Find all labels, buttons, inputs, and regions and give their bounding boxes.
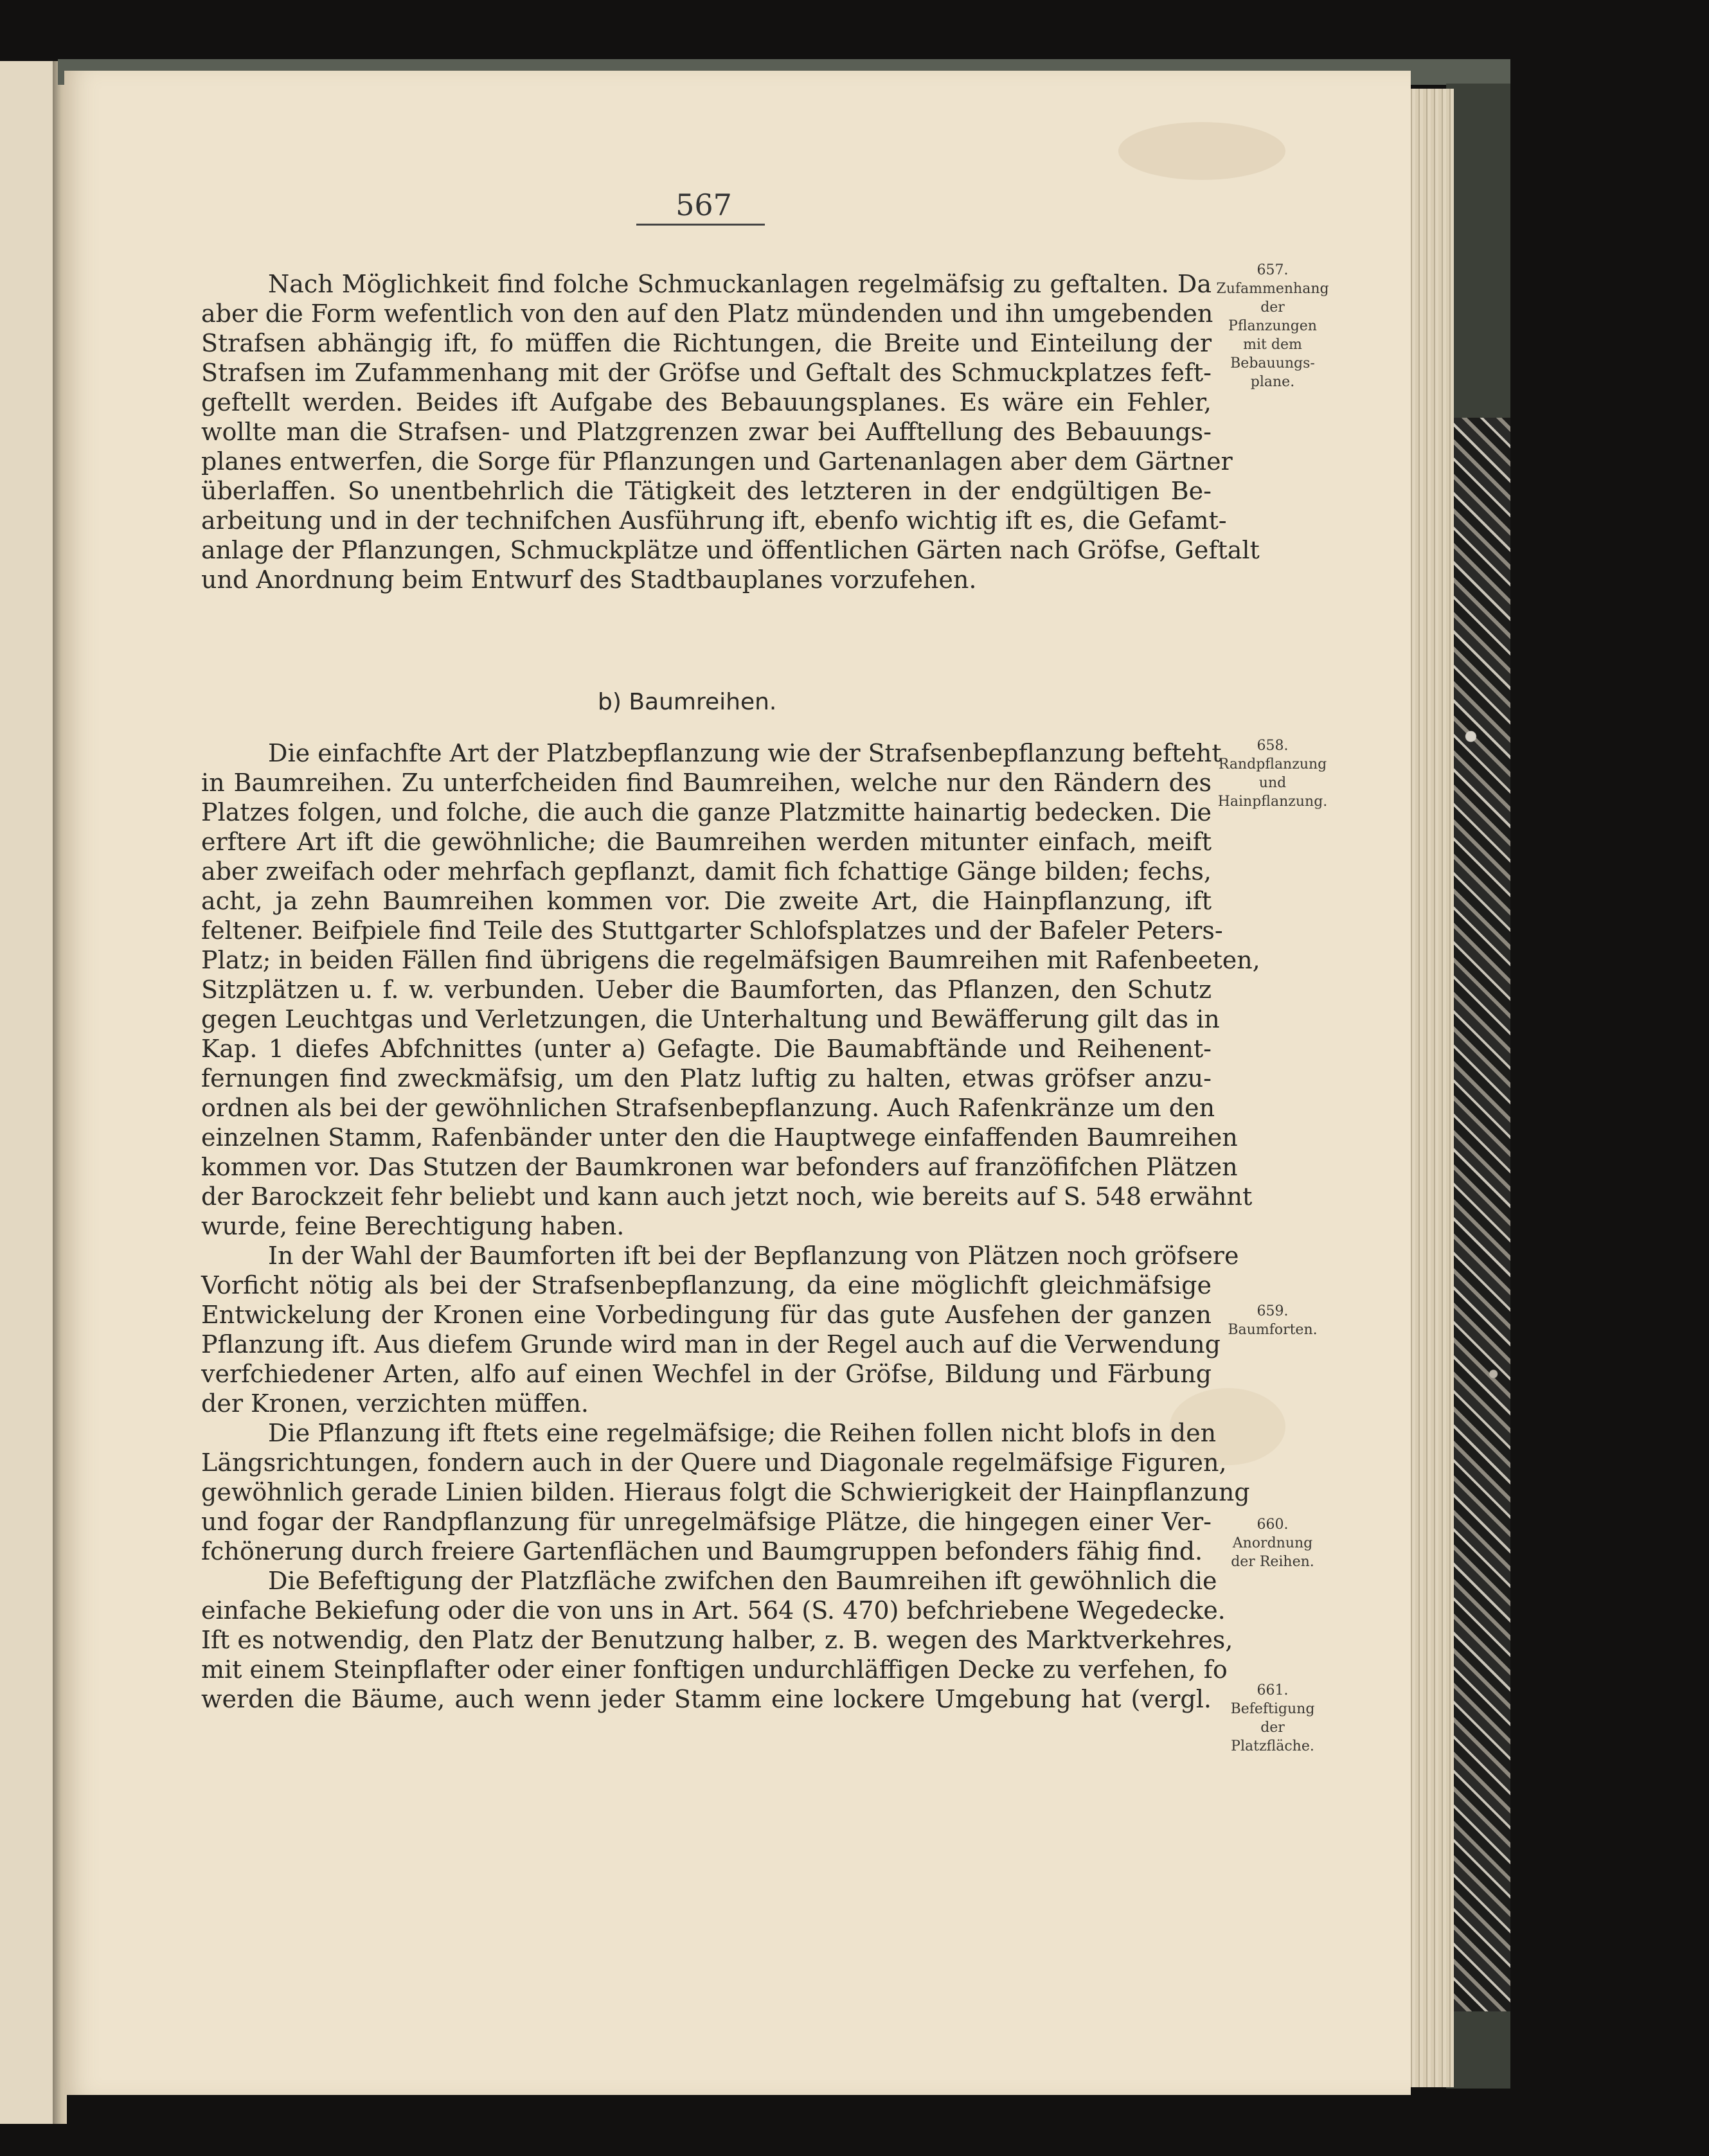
text-line: Platzes folgen, und folche, die auch die ganze Platzmitte hainartig bedecken. Die — [201, 798, 1212, 826]
marginal-line: der — [1260, 1720, 1285, 1736]
marginal-line: und — [1258, 775, 1287, 791]
text-line: anlage der Pflanzungen, Schmuckplätze und öffentlichen Gärten nach Gröfse, Geftalt — [201, 536, 1260, 564]
text-line: aber die Form wefentlich von den auf den Platz mündenden und ihn umgebenden — [201, 299, 1213, 328]
marginal-line: Randpflanzung — [1218, 756, 1327, 772]
text-line: werden die Bäume, auch wenn jeder Stamm eine lockere Umgebung hat (vergl. — [201, 1685, 1212, 1713]
page-number: 567 — [676, 188, 732, 222]
text-line: erftere Art ift die gewöhnliche; die Baumreihen werden mitunter einfach, meift — [201, 828, 1212, 856]
marginal-note-658 — [1205, 736, 1340, 811]
marginal-line: Befeftigung — [1230, 1701, 1315, 1717]
marginal-line: 660. — [1257, 1517, 1289, 1533]
marginal-line: 661. — [1257, 1682, 1289, 1698]
text-line: Die einfachfte Art der Platzbepflanzung wie der Strafsenbepflanzung befteht — [268, 739, 1222, 767]
text-line: in Baumreihen. Zu unterfcheiden find Baumreihen, welche nur den Rändern des — [201, 769, 1212, 797]
text-line: Strafsen im Zufammenhang mit der Gröfse und Geftalt des Schmuckplatzes feft- — [201, 359, 1212, 387]
text-line: überlaffen. So unentbehrlich die Tätigkeit des letzteren in der endgültigen Be- — [201, 477, 1212, 505]
text-line: der Barockzeit fehr beliebt und kann auch jetzt noch, wie bereits auf S. 548 erwähnt — [201, 1182, 1253, 1211]
marginal-note-657 — [1205, 261, 1340, 391]
marginal-note-660 — [1205, 1515, 1340, 1571]
text-line: Sitzplätzen u. f. w. verbunden. Ueber die Baumforten, das Pflanzen, den Schutz — [201, 976, 1212, 1004]
text-line: In der Wahl der Baumforten ift bei der Bepflanzung von Plätzen noch gröfsere — [268, 1242, 1239, 1270]
marginal-note-661 — [1205, 1681, 1340, 1756]
marginal-line: Bebauungs- — [1230, 355, 1315, 371]
text-line: Längsrichtungen, fondern auch in der Quere und Diagonale regelmäfsige Figuren, — [201, 1448, 1227, 1477]
text-line: gewöhnlich gerade Linien bilden. Hieraus folgt die Schwierigkeit der Hainpflanzung — [201, 1478, 1250, 1506]
left-page-edge — [0, 61, 60, 2124]
marginal-note-659 — [1205, 1302, 1340, 1339]
marginal-line: Anordnung — [1232, 1535, 1313, 1551]
text-line: und Anordnung beim Entwurf des Stadtbauplanes vorzufehen. — [201, 566, 977, 594]
text-line: gegen Leuchtgas und Verletzungen, die Unterhaltung und Bewäfferung gilt das in — [201, 1005, 1220, 1033]
text-line: geftellt werden. Beides ift Aufgabe des Bebauungsplanes. Es wäre ein Fehler, — [201, 388, 1212, 416]
text-line: kommen vor. Das Stutzen der Baumkronen war befonders auf franzöfifchen Plätzen — [201, 1153, 1238, 1181]
text-line: einzelnen Stamm, Rafenbänder unter den die Hauptwege einfaffenden Baumreihen — [201, 1123, 1238, 1152]
marginal-line: 657. — [1257, 262, 1289, 278]
text-line: wollte man die Strafsen- und Platzgrenzen zwar bei Aufftellung des Bebauungs- — [201, 418, 1212, 446]
text-line: arbeitung und in der technifchen Ausführung ift, ebenfo wichtig ift es, die Gefamt- — [201, 506, 1227, 535]
text-line: Nach Möglichkeit find folche Schmuckanlagen regelmäfsig zu geftalten. Da — [268, 270, 1212, 298]
text-line: feltener. Beifpiele find Teile des Stuttgarter Schlofsplatzes und der Bafeler Peters- — [201, 916, 1223, 945]
text-line: Platz; in beiden Fällen find übrigens die regelmäfsigen Baumreihen mit Rafenbeeten, — [201, 946, 1260, 974]
page-number-rule — [636, 224, 765, 226]
text-line: ordnen als bei der gewöhnlichen Strafsenbepflanzung. Auch Rafenkränze um den — [201, 1094, 1215, 1122]
marginal-line: der — [1260, 299, 1285, 316]
text-line: verfchiedener Arten, alfo auf einen Wechfel in der Gröfse, Bildung und Färbung — [201, 1360, 1212, 1388]
page-stack-edges — [1408, 89, 1454, 2087]
marginal-line: 659. — [1257, 1303, 1289, 1319]
section-heading: b) Baumreihen. — [598, 689, 777, 715]
text-line: Die Pflanzung ift ftets eine regelmäfsige; die Reihen follen nicht blofs in den — [268, 1419, 1217, 1447]
text-line: Entwickelung der Kronen eine Vorbedingung für das gute Ausfehen der ganzen — [201, 1301, 1212, 1329]
paper-stain — [1118, 122, 1285, 180]
text-line: fernungen find zweckmäfsig, um den Platz luftig zu halten, etwas gröfser anzu- — [201, 1064, 1212, 1092]
marginal-line: Platzfläche. — [1231, 1738, 1314, 1754]
text-line: Vorficht nötig als bei der Strafsenbepflanzung, da eine möglichft gleichmäfsige — [201, 1271, 1212, 1299]
text-line: planes entwerfen, die Sorge für Pflanzungen und Gartenanlagen aber dem Gärtner — [201, 447, 1233, 476]
text-line: Kap. 1 diefes Abfchnittes (unter a) Gefagte. Die Baumabftände und Reihenent- — [201, 1035, 1212, 1063]
text-line: mit einem Steinpflafter oder einer fonftigen undurchläffigen Decke zu verfehen, fo — [201, 1655, 1228, 1684]
marginal-line: mit dem — [1243, 337, 1302, 353]
text-line: und fogar der Randpflanzung für unregelmäfsige Plätze, die hingegen einer Ver- — [201, 1508, 1212, 1536]
text-line: einfache Bekiefung oder die von uns in Art. 564 (S. 470) befchriebene Wegedecke. — [201, 1596, 1226, 1625]
text-line: der Kronen, verzichten müffen. — [201, 1389, 589, 1418]
marginal-line: 658. — [1257, 738, 1289, 754]
marginal-line: Hainpflanzung. — [1217, 794, 1328, 810]
marginal-line: Zufammenhang — [1216, 281, 1329, 297]
marginal-line: Baumforten. — [1228, 1322, 1318, 1338]
text-line: Ift es notwendig, den Platz der Benutzung halber, z. B. wegen des Marktverkehres, — [201, 1626, 1233, 1654]
text-line: aber zweifach oder mehrfach gepflanzt, damit fich fchattige Gänge bilden; fechs, — [201, 857, 1212, 886]
marginal-line: plane. — [1250, 374, 1295, 390]
text-line: Pflanzung ift. Aus diefem Grunde wird man in der Regel auch auf die Verwendung — [201, 1330, 1221, 1359]
marginal-line: Pflanzungen — [1228, 318, 1317, 334]
marbled-cover-edge — [1454, 418, 1510, 2011]
text-line: Die Befeftigung der Platzfläche zwifchen den Baumreihen ift gewöhnlich die — [268, 1567, 1217, 1595]
text-line: Strafsen abhängig ift, fo müffen die Richtungen, die Breite und Einteilung der — [201, 329, 1212, 357]
marginal-line: der Reihen. — [1231, 1554, 1314, 1570]
text-line: fchönerung durch freiere Gartenflächen und Baumgruppen befonders fähig find. — [201, 1537, 1203, 1565]
text-line: wurde, feine Berechtigung haben. — [201, 1212, 625, 1240]
text-line: acht, ja zehn Baumreihen kommen vor. Die zweite Art, die Hainpflanzung, ift — [201, 887, 1212, 915]
